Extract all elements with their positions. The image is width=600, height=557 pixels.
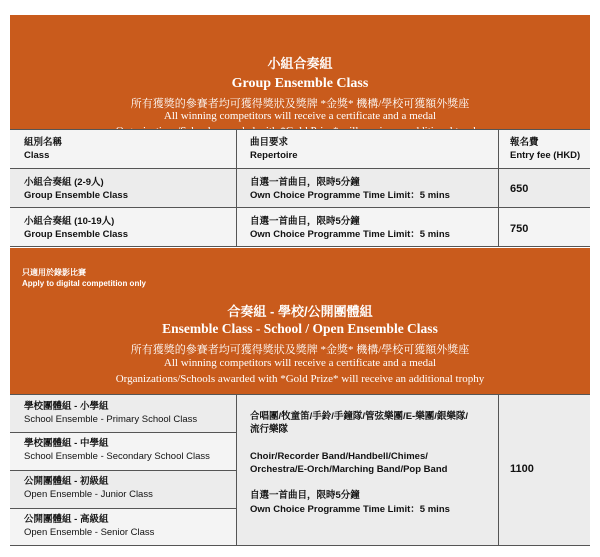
row1-class-zh: 小組合奏組 (2-9人)	[24, 177, 104, 188]
group-ensemble-table	[10, 129, 590, 247]
row2-fee: 750	[510, 223, 529, 235]
row2-rep-en: Own Choice Programme Time Limit：5 mins	[250, 229, 450, 240]
section2-title-en: Ensemble Class - School / Open Ensemble Class	[162, 321, 438, 336]
class2-en: School Ensemble - Secondary School Class	[24, 451, 210, 462]
class1-zh: 學校團體組 - 小學組	[24, 401, 109, 412]
class4-en: Open Ensemble - Senior Class	[24, 527, 155, 538]
ensemble-class-table	[10, 394, 590, 546]
header-repertoire-zh: 曲目要求	[250, 137, 289, 148]
section1-title-zh: 小組合奏組	[267, 56, 333, 71]
rep-instruments-zh-1: 合唱團/牧童笛/手鈴/手鐘隊/管弦樂團/E-樂團/銀樂隊/	[250, 411, 468, 422]
header-fee-en: Entry fee (HKD)	[510, 150, 581, 161]
rep-instruments-en-1: Choir/Recorder Band/Handbell/Chimes/	[250, 451, 428, 462]
header-class-zh: 組別名稱	[24, 137, 63, 148]
section2-trophy-en: Organizations/Schools awarded with *Gold Prize* will receive an additional trophy	[115, 373, 485, 385]
group-ensemble-banner	[10, 15, 590, 129]
section1-title-en: Group Ensemble Class	[231, 76, 369, 91]
class3-en: Open Ensemble - Junior Class	[24, 489, 153, 500]
row1-fee: 650	[510, 183, 529, 195]
table1-header-row	[10, 129, 590, 168]
section2-title-zh: 合奏組 - 學校/公開團體組	[227, 304, 373, 319]
rep-instruments-zh-2: 流行樂隊	[250, 424, 289, 435]
row2-rep-zh: 自選一首曲目，限時5分鐘	[250, 216, 360, 227]
ensemble-class-banner	[10, 248, 590, 394]
section2-award-en: All winning competitors will receive a certificate and a medal	[163, 357, 437, 369]
section1-award-zh: 所有獲獎的參賽者均可獲得獎狀及獎牌 *金獎* 機構/學校可獲額外獎座	[130, 98, 470, 110]
row1-class-en: Group Ensemble Class	[24, 190, 129, 201]
row2-class-zh: 小組合奏組 (10-19人)	[24, 216, 115, 227]
header-repertoire-en: Repertoire	[250, 150, 298, 161]
rep-instruments-en-2: Orchestra/E-Orch/Marching Band/Pop Band	[250, 464, 448, 475]
digital-note-zh: 只適用於錄影比賽	[22, 268, 86, 277]
section1-award-en: All winning competitors will receive a certificate and a medal	[163, 110, 437, 122]
rep-own-choice-en: Own Choice Programme Time Limit：5 mins	[250, 504, 450, 515]
class3-zh: 公開團體組 - 初級組	[24, 476, 109, 487]
class1-en: School Ensemble - Primary School Class	[24, 414, 198, 425]
class4-zh: 公開團體組 - 高級組	[24, 514, 109, 525]
header-class-en: Class	[24, 150, 50, 161]
class2-zh: 學校團體組 - 中學組	[24, 438, 109, 449]
ensemble-fee: 1100	[510, 463, 534, 475]
header-fee-zh: 報名費	[510, 137, 539, 148]
digital-note-en: Apply to digital competition only	[22, 279, 146, 288]
rep-own-choice-zh: 自選一首曲目，限時5分鐘	[250, 490, 360, 501]
row1-rep-en: Own Choice Programme Time Limit：5 mins	[250, 190, 450, 201]
row2-class-en: Group Ensemble Class	[24, 229, 129, 240]
section2-award-zh: 所有獲獎的參賽者均可獲得獎狀及獎牌 *金獎* 機構/學校可獲額外獎座	[130, 344, 470, 356]
row1-rep-zh: 自選一首曲目，限時5分鐘	[250, 177, 360, 188]
